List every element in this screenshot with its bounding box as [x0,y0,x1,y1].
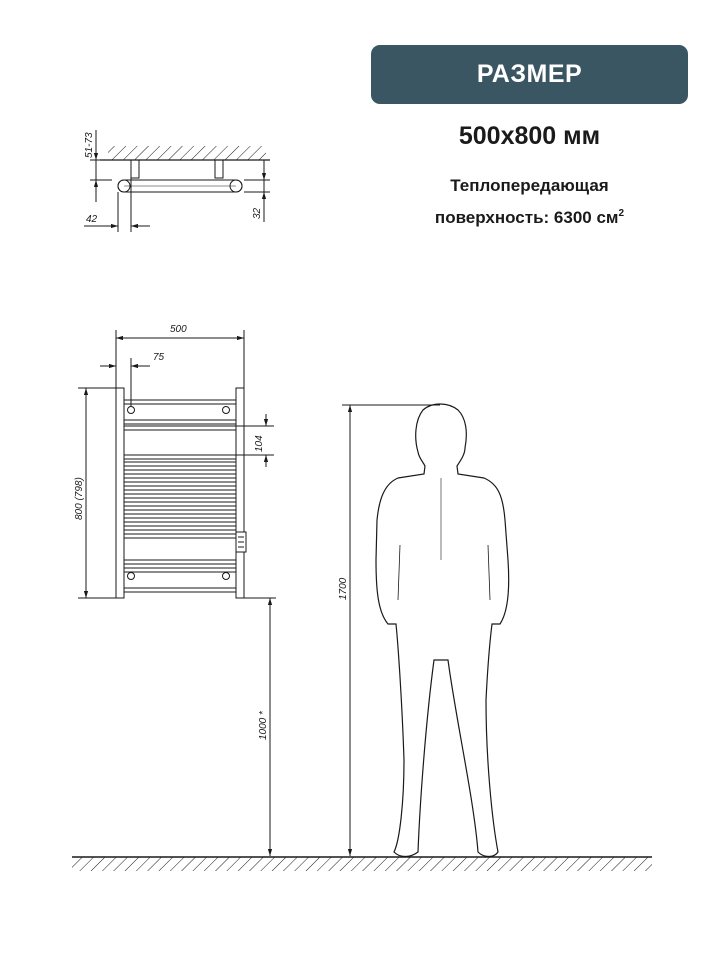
rail-left-post [116,388,124,598]
rail-rung [124,534,236,538]
rail-rung [124,420,236,424]
mount-bottom-left [128,573,135,580]
mount-top-right [223,407,230,414]
rail-rung [124,588,236,592]
rail-rung [124,518,236,522]
heat-surface-value: поверхность: 6300 см [434,208,619,227]
heat-surface-exponent: 2 [618,208,625,219]
floor [72,857,652,871]
rail-rung [124,560,236,564]
person-silhouette [376,404,509,857]
rail-rung [124,400,236,404]
rail-rung [124,494,236,498]
rail-rungs [124,400,236,592]
dim-height: 800 (798) [74,477,85,520]
rail-rung [124,426,236,430]
rail-right-post [236,388,244,598]
rail-rung [124,568,236,572]
dim-mount: 75 [153,352,165,363]
mount-top-left [128,407,135,414]
dim-pitch: 104 [254,435,265,452]
front-view [78,330,276,856]
dim-person-height: 1700 [338,577,349,600]
top-bracket-right [215,160,223,178]
mount-bottom-right [223,573,230,580]
top-bracket-left [131,160,139,178]
dimensions-title: 500x800 мм [458,122,601,150]
rail-rung [124,470,236,474]
rail-rung [124,526,236,530]
rail-rung [124,478,236,482]
dim-offset: 42 [86,214,98,225]
dim-depth: 32 [252,207,263,219]
rail-rung [124,510,236,514]
dim-width: 500 [170,324,187,335]
rail-rung [124,502,236,506]
person-figure [376,404,509,857]
dim-wall-gap: 51-73 [84,132,95,158]
top-view [84,130,270,232]
rail-rung [124,462,236,466]
top-wall-hatch [108,146,266,160]
heat-surface-line1: Теплопередающая [450,176,609,195]
rail-rung [124,486,236,490]
floor-hatch [72,857,652,871]
size-badge-label: РАЗМЕР [476,60,583,88]
rail-rung [124,455,236,459]
dim-floor: 1000 * [258,711,269,740]
